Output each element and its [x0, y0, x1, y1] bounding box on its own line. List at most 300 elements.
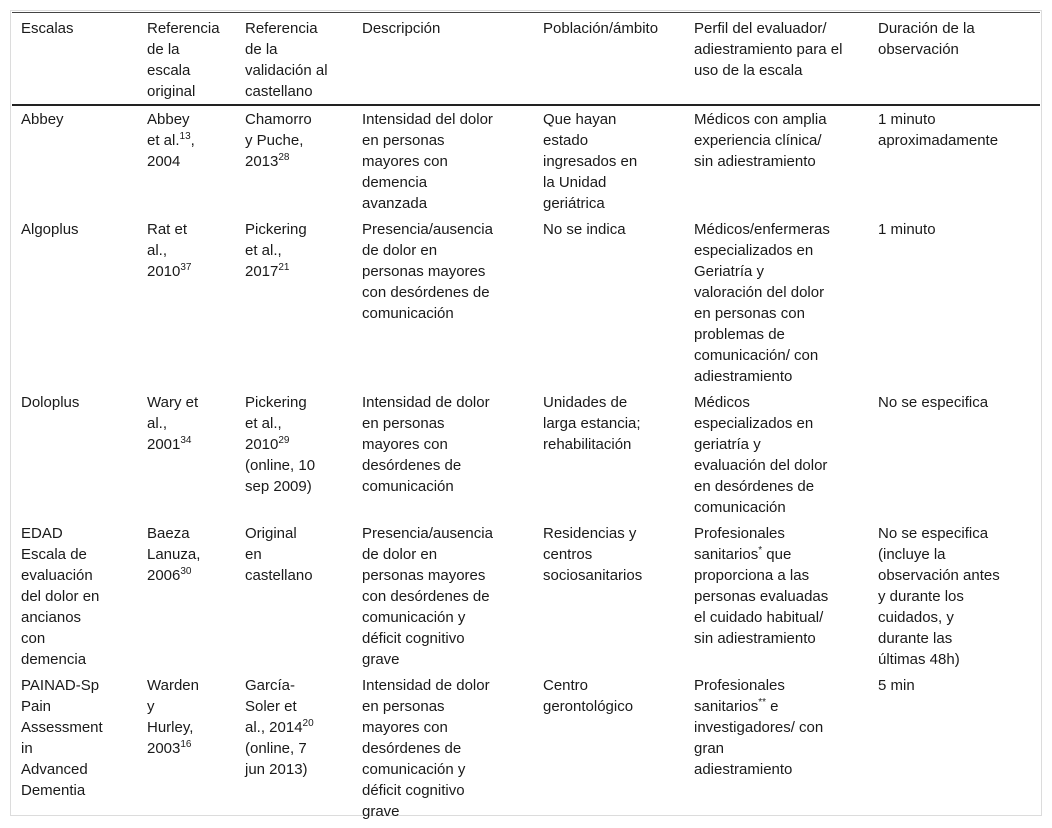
cell-duracion [869, 105, 1040, 216]
cell-text: et al., [245, 415, 282, 432]
cell-line [694, 675, 865, 696]
cell-line [362, 151, 530, 172]
cell-line [694, 130, 865, 151]
cell-text: comunicación y [362, 609, 466, 626]
header-line: original [147, 83, 196, 100]
cell-line [362, 455, 530, 476]
cell-text: con desórdenes de [362, 284, 490, 301]
cell-text: al., [147, 242, 168, 259]
cell-text: Pickering [245, 221, 307, 238]
cell-text: comunicación/ con [694, 347, 819, 364]
cell-line [21, 607, 134, 628]
cell-text: Centro [543, 677, 589, 694]
cell-text: últimas 48h) [878, 651, 960, 668]
cell-line [362, 240, 530, 261]
cell-line [147, 130, 232, 151]
cell-line [245, 240, 349, 261]
header-line: de la [147, 41, 180, 58]
cell-line [543, 523, 681, 544]
cell-text: cuidados, y [878, 609, 954, 626]
cell-text: demencia [362, 174, 428, 191]
cell-line [878, 565, 1036, 586]
reference-superscript: 29 [278, 435, 290, 446]
cell-text: déficit cognitivo [362, 630, 465, 647]
cell-text: castellano [245, 567, 313, 584]
cell-line [694, 586, 865, 607]
cell-text: Chamorro [245, 111, 312, 128]
cell-text: la Unidad [543, 174, 607, 191]
cell-text: comunicación [362, 305, 454, 322]
cell-text: que [762, 546, 792, 563]
cell-line [245, 434, 349, 455]
cell-text: Unidades de [543, 394, 628, 411]
cell-line [362, 759, 530, 780]
cell-text: Baeza [147, 525, 190, 542]
reference-superscript: * [758, 545, 763, 556]
cell-line [362, 696, 530, 717]
cell-line [21, 586, 134, 607]
cell-text: sin adiestramiento [694, 630, 816, 647]
cell-text: estado [543, 132, 589, 149]
header-line: adiestramiento para el [694, 41, 843, 58]
cell-line [362, 172, 530, 193]
table-row [12, 216, 1040, 389]
cell-text: sanitarios [694, 546, 759, 563]
cell-text: personas mayores [362, 567, 486, 584]
cell-text: mayores con [362, 719, 448, 736]
cell-perfil-evaluador [685, 105, 869, 216]
cell-text: 1 minuto [878, 111, 936, 128]
cell-text: García- [245, 677, 296, 694]
cell-line [362, 675, 530, 696]
cell-text: ingresados en [543, 153, 638, 170]
cell-text: evaluación [21, 567, 93, 584]
cell-line [694, 607, 865, 628]
cell-text: sociosanitarios [543, 567, 643, 584]
cell-text: Intensidad de dolor [362, 394, 490, 411]
cell-line [245, 455, 349, 476]
cell-line [147, 219, 232, 240]
cell-line [543, 219, 681, 240]
cell-duracion [869, 389, 1040, 520]
cell-line [147, 392, 232, 413]
cell-descripcion [353, 672, 534, 824]
cell-perfil-evaluador [685, 672, 869, 824]
cell-line [21, 675, 134, 696]
cell-line [694, 109, 865, 130]
header-descripcion [353, 13, 534, 106]
cell-line [362, 303, 530, 324]
cell-text: Assessment [21, 719, 103, 736]
cell-line [362, 649, 530, 670]
cell-text: Abbey [147, 111, 190, 128]
cell-text: valoración del dolor [694, 284, 825, 301]
cell-line [362, 219, 530, 240]
cell-line [694, 219, 865, 240]
cell-line [245, 717, 349, 738]
cell-text: Profesionales [694, 525, 785, 542]
table-row [12, 105, 1040, 216]
cell-line [543, 434, 681, 455]
cell-text: comunicación [694, 499, 786, 516]
cell-descripcion [353, 389, 534, 520]
cell-line [543, 193, 681, 214]
cell-duracion [869, 672, 1040, 824]
cell-duracion [869, 216, 1040, 389]
table-body [12, 105, 1040, 824]
cell-text: especializados en [694, 415, 814, 432]
cell-line [21, 649, 134, 670]
cell-line [147, 696, 232, 717]
cell-line [245, 565, 349, 586]
cell-line [147, 240, 232, 261]
cell-text: Lanuza, [147, 546, 201, 563]
cell-line [694, 392, 865, 413]
cell-line [694, 261, 865, 282]
cell-text: desórdenes de [362, 457, 462, 474]
cell-line [694, 696, 865, 717]
cell-escala [12, 672, 138, 824]
cell-text: avanzada [362, 195, 428, 212]
cell-text: Profesionales [694, 677, 785, 694]
cell-line [362, 261, 530, 282]
cell-referencia-original [138, 105, 236, 216]
header-line: Referencia [147, 20, 220, 37]
cell-line [694, 738, 865, 759]
header-line: Duración de la [878, 20, 975, 37]
cell-line [245, 109, 349, 130]
cell-line [21, 759, 134, 780]
cell-text: grave [362, 651, 400, 668]
cell-line [147, 261, 232, 282]
cell-line [21, 109, 134, 130]
cell-text: geriátrica [543, 195, 605, 212]
cell-referencia-original [138, 216, 236, 389]
table-header [12, 13, 1040, 106]
reference-superscript: 21 [278, 262, 290, 273]
cell-line [878, 544, 1036, 565]
cell-text: 2001 [147, 436, 181, 453]
reference-superscript: 37 [180, 262, 192, 273]
cell-text: y durante los [878, 588, 964, 605]
cell-perfil-evaluador [685, 520, 869, 672]
table-row [12, 672, 1040, 824]
cell-text: 2003 [147, 740, 181, 757]
cell-line [694, 151, 865, 172]
cell-text: Médicos con amplia [694, 111, 827, 128]
cell-perfil-evaluador [685, 216, 869, 389]
cell-text: comunicación [362, 478, 454, 495]
cell-referencia-validacion [236, 216, 353, 389]
cell-text: Dementia [21, 782, 86, 799]
reference-superscript: ** [758, 697, 766, 708]
cell-line [694, 565, 865, 586]
header-line: escala [147, 62, 191, 79]
cell-line [362, 717, 530, 738]
cell-text: gerontológico [543, 698, 634, 715]
cell-escala [12, 520, 138, 672]
cell-text: rehabilitación [543, 436, 632, 453]
cell-text: (online, 7 [245, 740, 307, 757]
header-referencia-validacion [236, 13, 353, 106]
cell-text: Pickering [245, 394, 307, 411]
cell-text: de dolor en [362, 242, 438, 259]
header-line: validación al [245, 62, 328, 79]
cell-line [21, 738, 134, 759]
cell-line [878, 219, 1036, 240]
header-line: Referencia [245, 20, 318, 37]
cell-line [543, 151, 681, 172]
cell-text: aproximadamente [878, 132, 999, 149]
cell-text: investigadores/ con [694, 719, 824, 736]
cell-line [362, 392, 530, 413]
cell-referencia-original [138, 672, 236, 824]
cell-text: Intensidad del dolor [362, 111, 493, 128]
cell-text: Médicos [694, 394, 750, 411]
cell-line [362, 434, 530, 455]
cell-text: grave [362, 803, 400, 820]
reference-superscript: 16 [180, 739, 192, 750]
cell-text: proporciona a las [694, 567, 810, 584]
cell-line [245, 738, 349, 759]
header-line: de la [245, 41, 278, 58]
cell-text: 5 min [878, 677, 915, 694]
cell-line [245, 675, 349, 696]
cell-poblacion [534, 520, 685, 672]
cell-descripcion [353, 216, 534, 389]
cell-line [878, 130, 1036, 151]
cell-line [21, 523, 134, 544]
header-line: observación [878, 41, 959, 58]
cell-text: Intensidad de dolor [362, 677, 490, 694]
cell-line [362, 130, 530, 151]
cell-text: mayores con [362, 153, 448, 170]
cell-text: demencia [21, 651, 87, 668]
header-line: uso de la escala [694, 62, 803, 79]
cell-line [694, 544, 865, 565]
cell-line [362, 586, 530, 607]
cell-line [878, 675, 1036, 696]
cell-text: PAINAD-Sp [21, 677, 100, 694]
cell-text: al., 2014 [245, 719, 303, 736]
cell-text: Abbey [21, 111, 64, 128]
cell-line [21, 392, 134, 413]
cell-line [694, 717, 865, 738]
header-perfil-evaluador [685, 13, 869, 106]
cell-text: Doloplus [21, 394, 80, 411]
cell-line [694, 366, 865, 387]
cell-text: de dolor en [362, 546, 438, 563]
cell-text: Presencia/ausencia [362, 221, 493, 238]
cell-line [878, 628, 1036, 649]
cell-line [147, 675, 232, 696]
cell-line [245, 219, 349, 240]
scales-table [12, 12, 1040, 824]
cell-text: sep 2009) [245, 478, 312, 495]
cell-text: en desórdenes de [694, 478, 815, 495]
cell-line [694, 476, 865, 497]
cell-line [543, 413, 681, 434]
cell-line [543, 696, 681, 717]
cell-line [362, 780, 530, 801]
cell-line [147, 434, 232, 455]
header-line: Perfil del evaluador/ [694, 20, 827, 37]
cell-poblacion [534, 105, 685, 216]
cell-text: personas mayores [362, 263, 486, 280]
cell-text: Pain [21, 698, 52, 715]
cell-text: Escala de [21, 546, 87, 563]
cell-referencia-validacion [236, 389, 353, 520]
cell-line [362, 607, 530, 628]
cell-referencia-validacion [236, 672, 353, 824]
cell-line [362, 109, 530, 130]
header-line: Escalas [21, 20, 74, 37]
cell-descripcion [353, 105, 534, 216]
cell-line [362, 282, 530, 303]
cell-text: et al., [245, 242, 282, 259]
cell-poblacion [534, 672, 685, 824]
cell-line [694, 303, 865, 324]
cell-line [694, 434, 865, 455]
header-line: Descripción [362, 20, 441, 37]
cell-text: mayores con [362, 436, 448, 453]
cell-line [245, 523, 349, 544]
cell-line [147, 151, 232, 172]
cell-line [878, 109, 1036, 130]
cell-line [878, 586, 1036, 607]
cell-text: No se especifica [878, 394, 989, 411]
reference-superscript: 28 [278, 152, 290, 163]
header-escalas [12, 13, 138, 106]
cell-text: y [147, 698, 155, 715]
cell-line [245, 261, 349, 282]
cell-line [878, 649, 1036, 670]
cell-text: déficit cognitivo [362, 782, 465, 799]
cell-text: en [245, 546, 262, 563]
cell-text: larga estancia; [543, 415, 641, 432]
cell-text: , [190, 132, 195, 149]
cell-line [543, 109, 681, 130]
cell-referencia-validacion [236, 105, 353, 216]
reference-superscript: 13 [179, 131, 191, 142]
cell-text: jun 2013) [245, 761, 308, 778]
cell-text: geriatría y [694, 436, 761, 453]
cell-line [245, 130, 349, 151]
cell-referencia-validacion [236, 520, 353, 672]
cell-text: e [766, 698, 779, 715]
cell-text: 2017 [245, 263, 279, 280]
cell-line [245, 696, 349, 717]
cell-text: in [21, 740, 33, 757]
cell-line [21, 717, 134, 738]
cell-referencia-original [138, 389, 236, 520]
cell-text: Wary et [147, 394, 199, 411]
cell-text: especializados en [694, 242, 814, 259]
cell-line [694, 455, 865, 476]
cell-line [543, 172, 681, 193]
cell-text: observación antes [878, 567, 1000, 584]
cell-line [878, 392, 1036, 413]
cell-escala [12, 105, 138, 216]
cell-text: durante las [878, 630, 953, 647]
cell-text: Algoplus [21, 221, 79, 238]
cell-line [21, 780, 134, 801]
header-duracion [869, 13, 1040, 106]
cell-text: 1 minuto [878, 221, 936, 238]
cell-text: del dolor en [21, 588, 100, 605]
cell-text: en personas [362, 132, 445, 149]
cell-text: con [21, 630, 46, 647]
cell-text: gran [694, 740, 725, 757]
cell-line [362, 193, 530, 214]
cell-line [147, 738, 232, 759]
cell-line [543, 392, 681, 413]
cell-text: Advanced [21, 761, 88, 778]
cell-line [694, 413, 865, 434]
cell-text: 2013 [245, 153, 279, 170]
cell-line [21, 696, 134, 717]
cell-text: en personas [362, 698, 445, 715]
cell-line [694, 282, 865, 303]
cell-line [245, 544, 349, 565]
cell-line [694, 240, 865, 261]
cell-text: en personas [362, 415, 445, 432]
cell-line [245, 413, 349, 434]
cell-line [543, 565, 681, 586]
cell-text: al., [147, 415, 168, 432]
cell-line [245, 476, 349, 497]
cell-text: personas evaluadas [694, 588, 829, 605]
cell-line [694, 523, 865, 544]
cell-line [147, 109, 232, 130]
cell-escala [12, 216, 138, 389]
cell-line [147, 413, 232, 434]
cell-line [362, 523, 530, 544]
cell-line [245, 392, 349, 413]
cell-text: 2004 [147, 153, 181, 170]
cell-line [362, 544, 530, 565]
header-line: Población/ámbito [543, 20, 659, 37]
cell-descripcion [353, 520, 534, 672]
cell-text: Presencia/ausencia [362, 525, 493, 542]
cell-line [694, 759, 865, 780]
cell-line [694, 497, 865, 518]
cell-text: centros [543, 546, 593, 563]
cell-poblacion [534, 216, 685, 389]
cell-text: ancianos [21, 609, 82, 626]
cell-line [245, 759, 349, 780]
cell-text: Original [245, 525, 297, 542]
cell-text: Hurley, [147, 719, 194, 736]
cell-line [362, 476, 530, 497]
cell-line [147, 565, 232, 586]
header-line: castellano [245, 83, 313, 100]
cell-text: No se especifica [878, 525, 989, 542]
cell-text: sanitarios [694, 698, 759, 715]
table-row [12, 389, 1040, 520]
cell-line [147, 544, 232, 565]
reference-superscript: 34 [180, 435, 192, 446]
cell-text: EDAD [21, 525, 63, 542]
cell-line [694, 628, 865, 649]
cell-text: experiencia clínica/ [694, 132, 822, 149]
cell-line [694, 345, 865, 366]
cell-text: 2010 [245, 436, 279, 453]
cell-text: en personas con [694, 305, 805, 322]
cell-perfil-evaluador [685, 389, 869, 520]
header-referencia-original [138, 13, 236, 106]
cell-text: y Puche, [245, 132, 304, 149]
